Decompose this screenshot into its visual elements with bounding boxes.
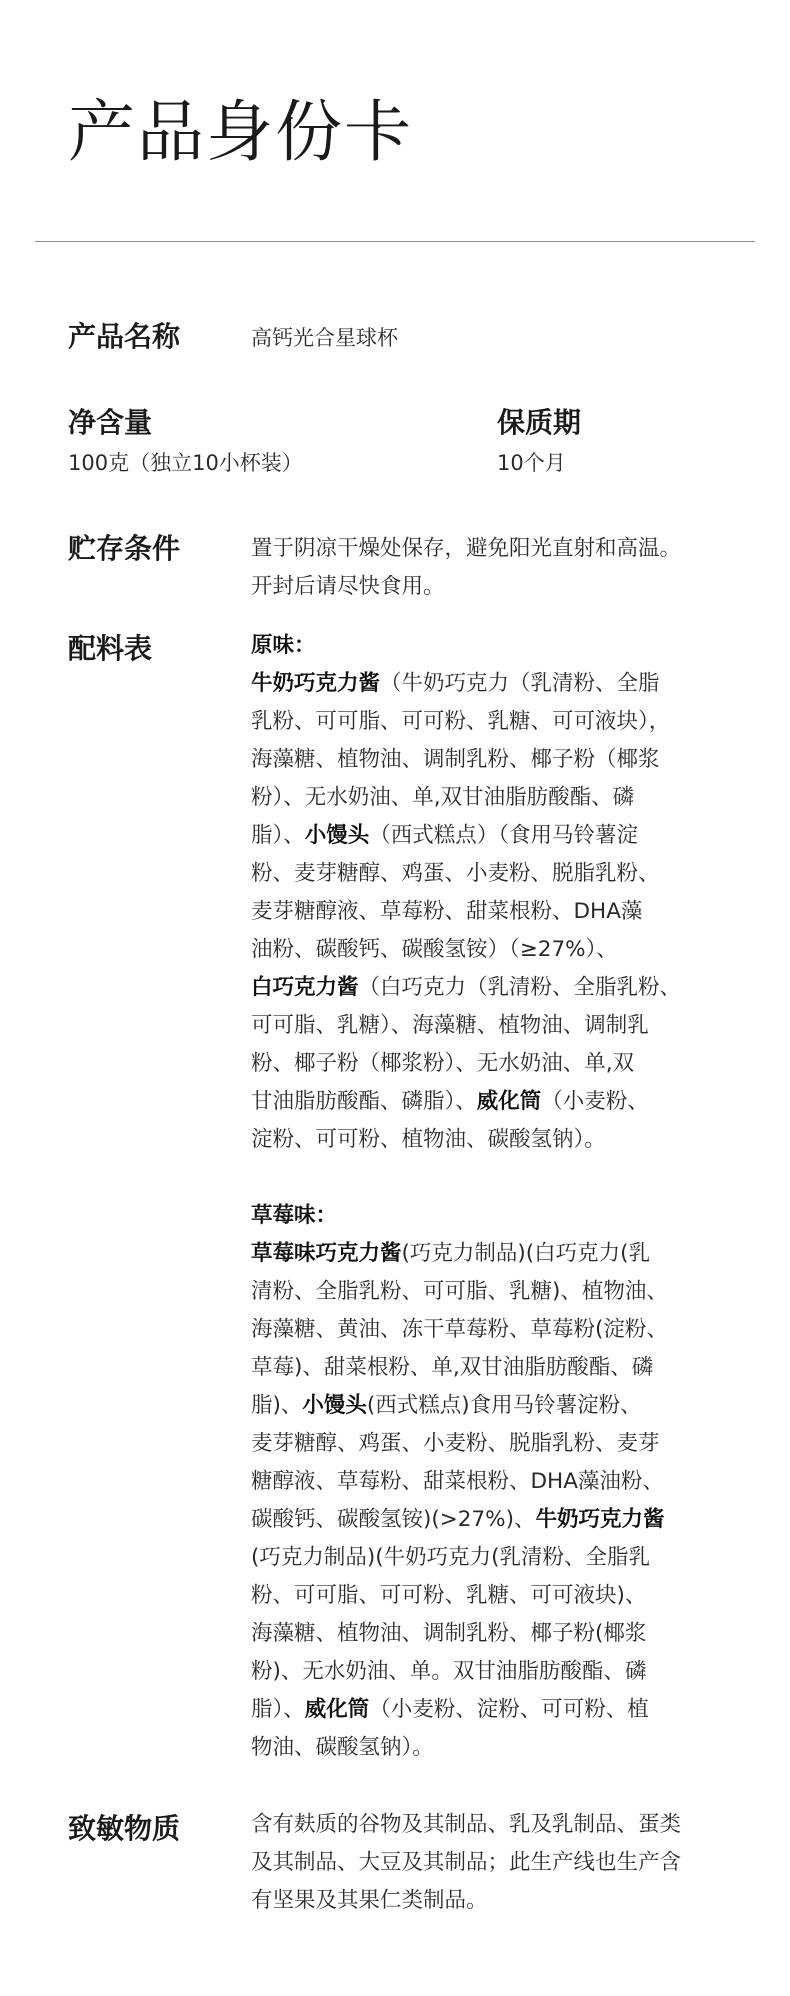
ingredients-line [251, 1653, 731, 1691]
ingredient-text: 油粉、碳酸钙、碳酸氢铵）（≥27%）、 [251, 937, 618, 962]
ingredient-text: （小麦粉、 [541, 1089, 649, 1114]
ingredient-text: 脂)、 [251, 1393, 303, 1418]
allergens-line: 含有麸质的谷物及其制品、乳及乳制品、蛋类 [251, 1812, 682, 1837]
ingredients-line [251, 969, 731, 1007]
ingredients-line [251, 1539, 731, 1577]
ingredients-line [251, 1235, 731, 1273]
ingredients-line [251, 931, 731, 969]
allergens-line: 有坚果及其果仁类制品。 [251, 1888, 488, 1913]
product-name-value: 高钙光合星球杯 [251, 326, 398, 350]
ingredient-text: （西式糕点）（食用马铃薯淀 [369, 823, 639, 848]
ingredient-name: 小馒头 [304, 823, 370, 848]
ingredients-line [251, 855, 731, 893]
product-name-label: 产品名称 [68, 320, 181, 353]
storage-line: 置于阴凉干燥处保存，避免阳光直射和高温。 [251, 536, 682, 561]
ingredients-line [251, 1577, 731, 1615]
ingredient-name: 白巧克力酱 [251, 975, 359, 1000]
ingredients-heading: 原味： [251, 633, 316, 658]
ingredient-text: (巧克力制品)(牛奶巧克力(乳清粉、全脂乳 [251, 1545, 651, 1570]
ingredient-text: 乳粉、可可脂、可可粉、乳糖、可可液块）， [251, 709, 671, 734]
page-title: 产品身份卡 [68, 93, 413, 171]
ingredients-line [251, 1691, 731, 1729]
ingredients-line [251, 741, 731, 779]
ingredients-line [251, 1729, 731, 1767]
ingredients-line [251, 1083, 731, 1121]
ingredients-line [251, 703, 731, 741]
ingredient-text: 碳酸钙、碳酸氢铵)(>27%)、 [251, 1507, 536, 1532]
ingredient-text: 麦芽糖醇、鸡蛋、小麦粉、脱脂乳粉、麦芽 [251, 1431, 660, 1456]
ingredient-text: 海藻糖、植物油、调制乳粉、椰子粉（椰浆 [251, 747, 660, 772]
ingredients-line [251, 817, 731, 855]
ingredients-line [251, 1311, 731, 1349]
ingredient-text: 粉)、无水奶油、单。双甘油脂肪酸酯、磷 [251, 1659, 647, 1684]
allergens-label: 致敏物质 [68, 1812, 181, 1845]
ingredient-text: 糖醇液、草莓粉、甜菜根粉、DHA藻油粉、 [251, 1469, 664, 1494]
storage-line: 开封后请尽快食用。 [251, 574, 445, 599]
ingredient-text: 粉、麦芽糖醇、鸡蛋、小麦粉、脱脂乳粉、 [251, 861, 660, 886]
ingredients-line [251, 1007, 731, 1045]
ingredient-text: 可可脂、乳糖）、海藻糖、植物油、调制乳 [251, 1013, 649, 1038]
ingredients-heading: 草莓味： [251, 1203, 338, 1228]
net-content-label: 净含量 [68, 406, 153, 439]
ingredients-strawberry [251, 1197, 731, 1767]
ingredient-text: 甘油脂肪酸酯、磷脂）、 [251, 1089, 477, 1114]
ingredients-original [251, 627, 731, 1159]
ingredient-name: 威化筒 [304, 1697, 370, 1722]
ingredient-text: 麦芽糖醇液、草莓粉、甜菜根粉、DHA藻 [251, 899, 643, 924]
ingredient-text: 海藻糖、黄油、冻干草莓粉、草莓粉(淀粉、 [251, 1317, 668, 1342]
ingredients-line [251, 1615, 731, 1653]
ingredients-line [251, 893, 731, 931]
ingredient-text: 物油、碳酸氢钠）。 [251, 1735, 434, 1760]
ingredient-text: 脂）、 [251, 1697, 305, 1722]
ingredients-label: 配料表 [68, 632, 153, 665]
ingredient-text: (巧克力制品)(白巧克力(乳 [401, 1241, 651, 1266]
ingredients-line [251, 1387, 731, 1425]
ingredient-name: 小馒头 [302, 1393, 367, 1418]
ingredient-text: (西式糕点)食用马铃薯淀粉、 [366, 1393, 642, 1418]
ingredients-line [251, 1501, 731, 1539]
shelf-life-label: 保质期 [497, 406, 582, 439]
ingredient-text: （小麦粉、淀粉、可可粉、植 [369, 1697, 649, 1722]
net-content-value: 100克（独立10小杯装） [68, 451, 303, 475]
ingredient-text: 淀粉、可可粉、植物油、碳酸氢钠）。 [251, 1127, 606, 1152]
allergens-line: 及其制品、大豆及其制品；此生产线也生产含 [251, 1850, 682, 1875]
title-divider [35, 241, 755, 242]
ingredient-name: 草莓味巧克力酱 [251, 1241, 402, 1266]
ingredients-line [251, 1463, 731, 1501]
storage-label: 贮存条件 [68, 532, 181, 565]
ingredient-text: （牛奶巧克力（乳清粉、全脂 [380, 671, 660, 696]
ingredient-text: 粉、可可脂、可可粉、乳糖、可可液块)、 [251, 1583, 647, 1608]
ingredients-line [251, 779, 731, 817]
ingredient-name: 牛奶巧克力酱 [251, 671, 381, 696]
ingredient-text: 清粉、全脂乳粉、可可脂、乳糖)、植物油、 [251, 1279, 668, 1304]
ingredients-line [251, 1349, 731, 1387]
ingredient-name: 威化筒 [476, 1089, 542, 1114]
allergens-text [251, 1806, 731, 1920]
ingredients-line [251, 1045, 731, 1083]
ingredient-text: （白巧克力（乳清粉、全脂乳粉、 [358, 975, 682, 1000]
ingredient-text: 草莓)、甜菜根粉、单,双甘油脂肪酸酯、磷 [251, 1355, 654, 1380]
ingredients-line [251, 1121, 731, 1159]
ingredient-name: 牛奶巧克力酱 [535, 1507, 665, 1532]
ingredients-line [251, 665, 731, 703]
ingredients-line [251, 1425, 731, 1463]
ingredient-text: 粉、椰子粉（椰浆粉）、无水奶油、单,双 [251, 1051, 635, 1076]
ingredients-line [251, 1273, 731, 1311]
ingredient-text: 海藻糖、植物油、调制乳粉、椰子粉(椰浆 [251, 1621, 647, 1646]
storage-text [251, 530, 731, 606]
ingredient-text: 粉）、无水奶油、单,双甘油脂肪酸酯、磷 [251, 785, 635, 810]
ingredient-text: 脂）、 [251, 823, 305, 848]
shelf-life-value: 10个月 [497, 451, 566, 475]
